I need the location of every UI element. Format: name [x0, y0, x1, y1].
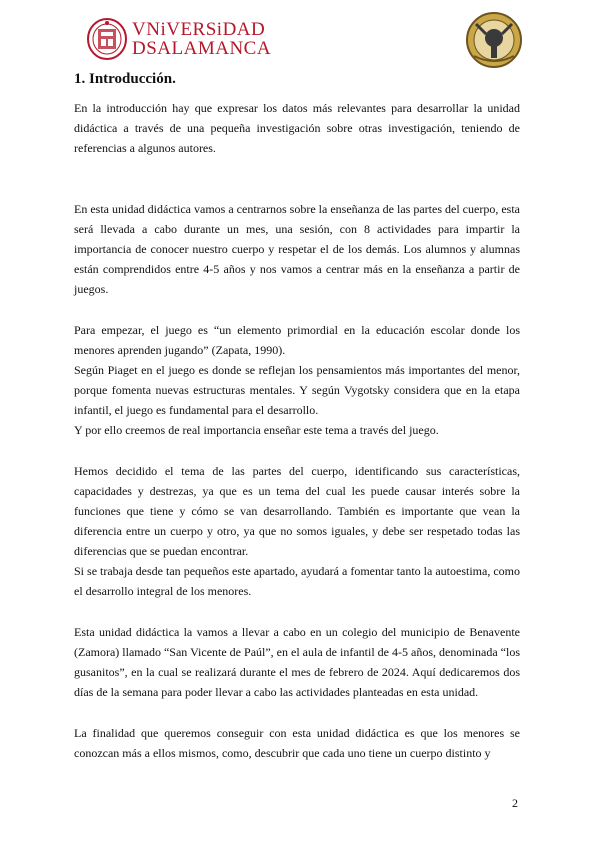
university-logo — [86, 16, 271, 62]
paragraph-game-definition: Para empezar, el juego es “un elemento primordial en la educación escolar donde los menores aprenden jugando” (Zapata, 1990). — [74, 323, 520, 357]
university-name — [132, 20, 271, 58]
paragraph-importance: Y por ello creemos de real importancia enseñar este tema a través del juego. — [74, 423, 439, 437]
paragraph-intro: En la introducción hay que expresar los datos más relevantes para desarrollar la unidad didáctica a través de una pequeña investigación sobre otras investigación, teniendo de referencias a algunos autores. — [74, 101, 520, 155]
paragraph-body-parts: Hemos decidido el tema de las partes del cuerpo, identificando sus características, capacidades y destrezas, ya que es un tema del cual les puede causar interés sobre la funciones que tiene y cómo se van desarrollando. También es importante que vean la diferencia entre un cuerpo y otro, ya que no somos iguales, y debe ser respetado todas las diferencias que se puedan encontrar. — [74, 464, 520, 558]
page-number: 2 — [512, 796, 518, 810]
paragraph-piaget-vygotsky: Según Piaget en el juego es donde se reflejan los pensamientos más importantes del menor, porque fomenta nuevas estructuras mentales. Y según Vygotsky considera que en la etapa infantil, el juego es fundamental para el desarrollo. — [74, 363, 520, 417]
page-header — [0, 0, 600, 68]
paragraph-self-esteem: Si se trabaja desde tan pequeños este apartado, ayudará a fomentar tanto la autoestima, como el desarrollo integral de los menores. — [74, 564, 520, 598]
university-seal-icon — [86, 17, 128, 61]
paragraph-topic: En esta unidad didáctica vamos a centrarnos sobre la enseñanza de las partes del cuerpo, esta será llevada a cabo durante un mes, una sesión, con 8 actividades para impartir la importancia de conocer nuestro cuerpo y respetar el de los demás. Los alumnos y alumnas están comprendidos entre 4-5 años y nos vamos a centrar más en la enseñanza a partir de juegos. — [74, 202, 520, 296]
section-heading: 1. Introducción. — [74, 71, 176, 87]
paragraph-school: Esta unidad didáctica la vamos a llevar a cabo en un colegio del municipio de Benavente (Zamora) llamado “San Vicente de Paúl”, en el aula de infantil de 4-5 años, denominada “los gusanitos”, en la cual se realizará durante el mes de febrero de 2024. Aquí dedicaremos dos días de la semana para poder llevar a cabo las actividades planteadas en esta unidad. — [74, 625, 520, 699]
faculty-crest-icon — [464, 10, 524, 70]
university-name-line1: VNiVERSiDAD — [132, 19, 266, 40]
paragraph-goal: La finalidad que queremos conseguir con esta unidad didáctica es que los menores se conozcan más a ellos mismos, como, descubrir que cada uno tiene un cuerpo distinto y — [74, 726, 520, 760]
document-body — [74, 98, 520, 763]
university-name-line2: DSALAMANCA — [132, 38, 272, 59]
